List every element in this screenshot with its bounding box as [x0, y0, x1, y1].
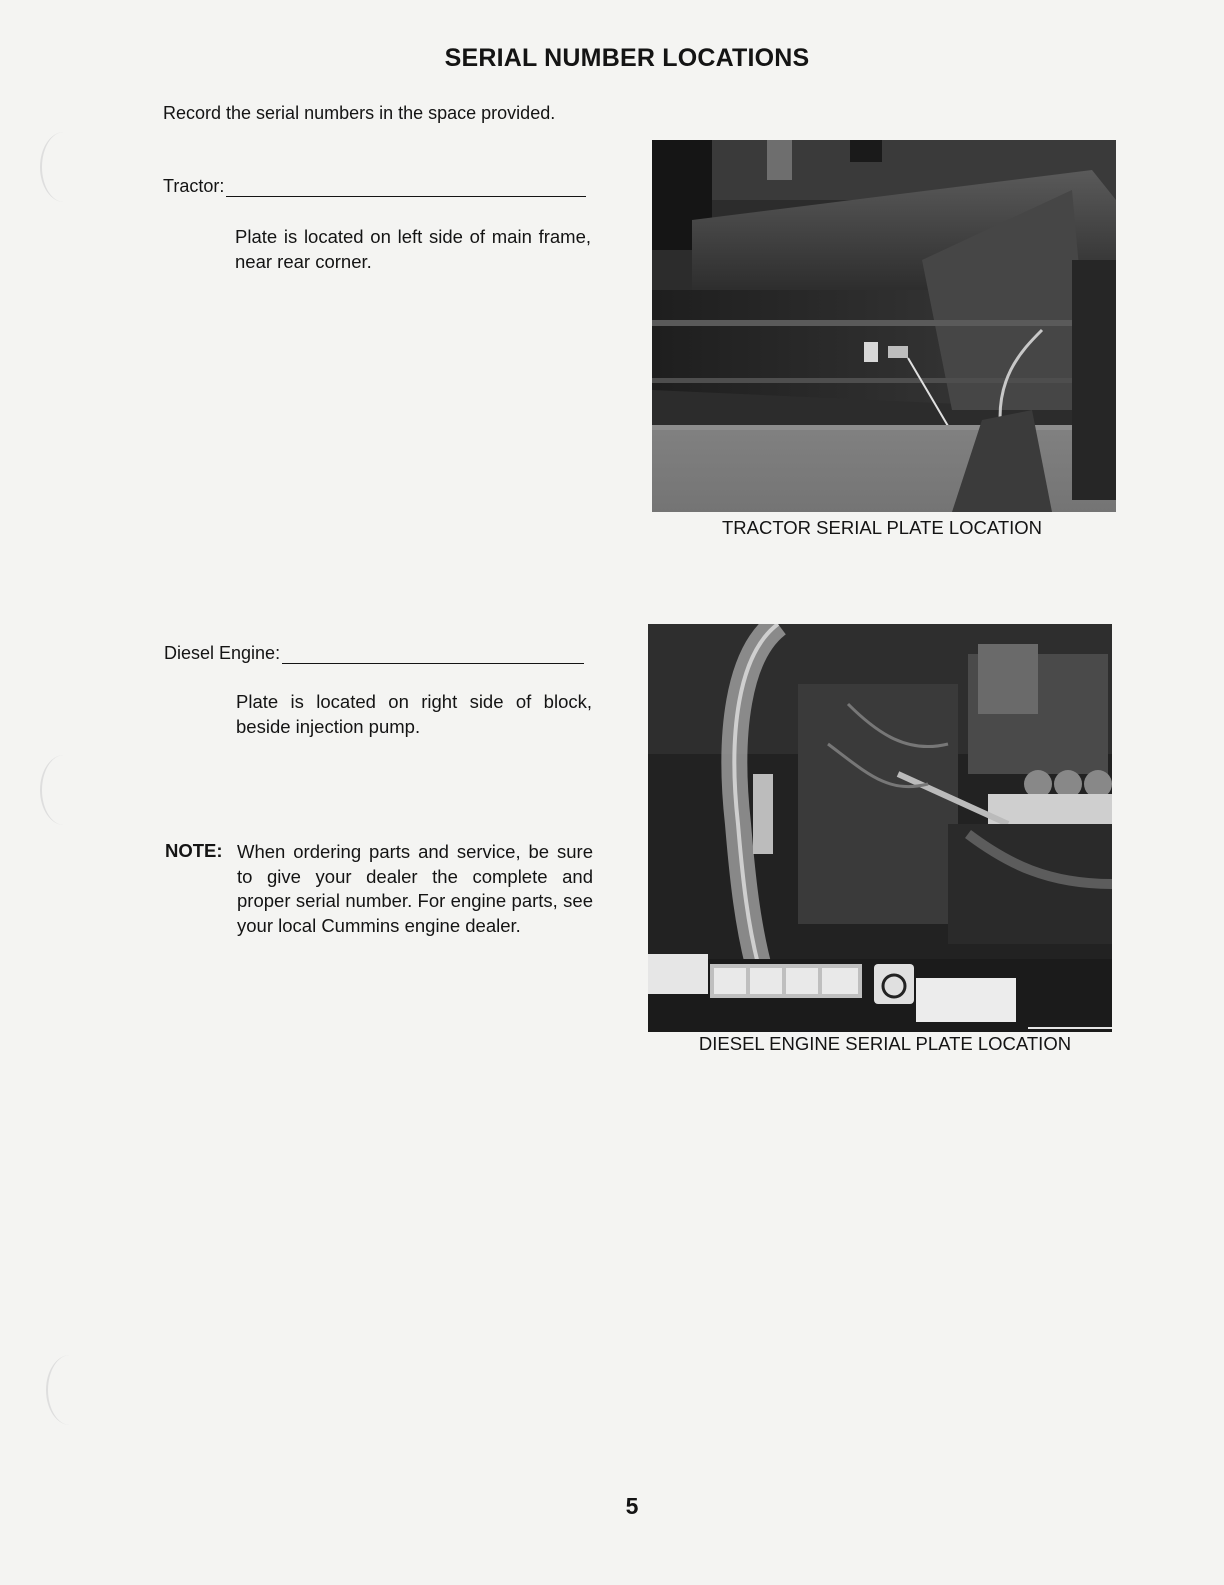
note-text: When ordering parts and service, be sure to give your dealer the complete and proper serial number. For engine parts, see your local Cummins engine dealer. [237, 841, 593, 936]
engine-serial-field[interactable] [164, 643, 584, 664]
binder-hole [40, 132, 88, 202]
intro-text: Record the serial numbers in the space provided. [163, 103, 556, 123]
page-title: SERIAL NUMBER LOCATIONS [444, 44, 810, 72]
engine-field-label: Diesel Engine: [164, 643, 281, 663]
engine-serial-line[interactable] [282, 647, 584, 664]
engine-photo-caption: DIESEL ENGINE SERIAL PLATE LOCATION [698, 1033, 1072, 1054]
note-label: NOTE: [165, 840, 223, 861]
tractor-photo-caption: TRACTOR SERIAL PLATE LOCATION [721, 517, 1043, 538]
tractor-plate-description: Plate is located on left side of main frame, near rear corner. [235, 226, 591, 272]
tractor-serial-field[interactable] [163, 176, 586, 197]
tractor-serial-plate-photo [652, 140, 1116, 512]
tractor-serial-line[interactable] [226, 180, 586, 197]
engine-plate-description: Plate is located on right side of block, beside injection pump. [236, 691, 592, 737]
tractor-field-label: Tractor: [163, 176, 225, 196]
page-number: 5 [625, 1493, 639, 1519]
engine-serial-plate-photo [648, 624, 1112, 1032]
binder-hole [46, 1355, 94, 1425]
binder-hole [40, 755, 88, 825]
